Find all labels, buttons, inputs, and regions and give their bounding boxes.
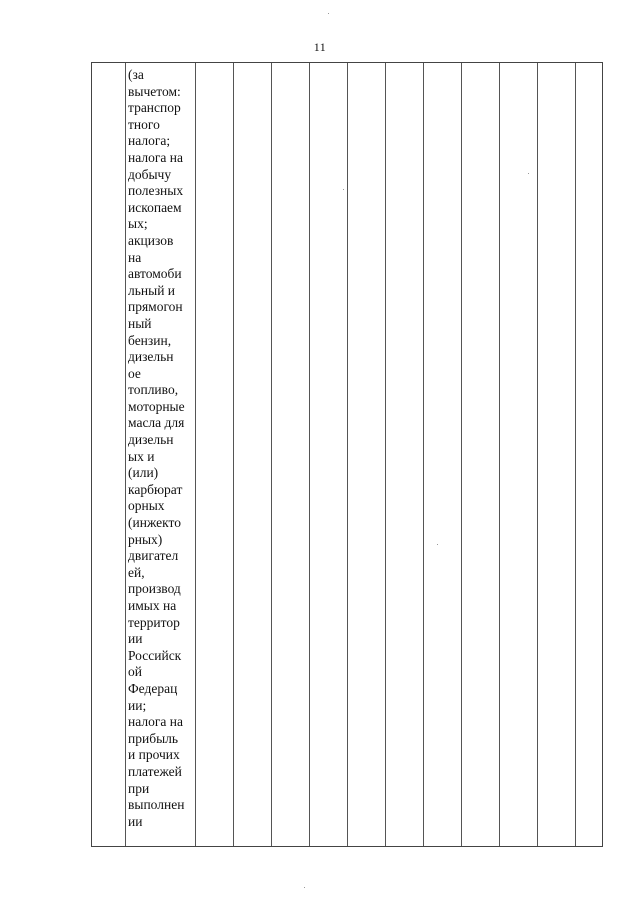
table-column-9 [424,63,462,846]
page-number: 11 [313,40,327,54]
text-line: дизельн [128,432,174,448]
text-line: дизельн [128,349,174,365]
text-line: прибыль [128,730,179,746]
table-column-11 [500,63,538,846]
scan-speck [343,189,344,190]
table-column-3 [196,63,234,846]
table-grid [91,62,603,847]
scan-speck [304,887,305,888]
text-line: моторные [128,398,185,414]
table-column-10 [462,63,500,846]
text-line: тного [128,116,160,132]
text-line: налога на [128,714,183,730]
text-line: полезных [128,183,184,199]
scan-speck [437,544,438,545]
text-line: налога на [128,149,183,165]
text-line: двигател [128,548,179,564]
table-column-4 [234,63,272,846]
text-line: карбюрат [128,481,183,497]
text-line: вычетом: [128,83,181,99]
text-line: рных) [128,531,163,547]
text-line: акцизов [128,232,174,248]
text-line: масла для [128,415,185,431]
text-line: (за [128,67,144,82]
text-line: ии [128,813,143,829]
text-line: производ [128,581,181,597]
text-line: ых; [128,216,148,232]
scan-speck [528,173,529,174]
text-line: ный [128,315,152,331]
text-line: выполнен [128,797,185,813]
text-line: ии [128,631,143,647]
text-line: (или) [128,465,159,481]
text-line: автомоби [128,266,182,282]
text-line: при [128,780,150,796]
scan-speck [328,13,329,14]
text-line: Федерац [128,680,178,696]
text-line: добычу [128,166,172,182]
text-line: налога; [128,133,171,149]
text-line: ии; [128,697,147,713]
text-line: ископаем [128,199,182,215]
text-line: территор [128,614,180,630]
text-line: льный и [128,282,176,298]
table-column-8 [386,63,424,846]
text-line: платежей [128,763,182,779]
text-line: ых и [128,448,155,464]
text-line: бензин, [128,332,172,348]
text-line: на [128,249,142,265]
text-line: ое [128,365,141,381]
text-line: и прочих [128,747,180,763]
table-column-1 [92,63,126,846]
table-column-6 [310,63,348,846]
table-column-12 [538,63,576,846]
text-line: имых на [128,598,177,613]
text-line: ей, [128,564,145,580]
table-column-13 [576,63,602,846]
table-column-5 [272,63,310,846]
text-line: прямогон [128,299,183,315]
text-line: ой [128,664,142,680]
table-column-7 [348,63,386,846]
text-line: топливо, [128,382,179,398]
text-line: орных [128,498,165,514]
text-line: транспор [128,100,181,116]
text-line: Российск [128,647,182,663]
text-line: (инжекто [128,515,181,531]
description-cell [128,67,194,830]
